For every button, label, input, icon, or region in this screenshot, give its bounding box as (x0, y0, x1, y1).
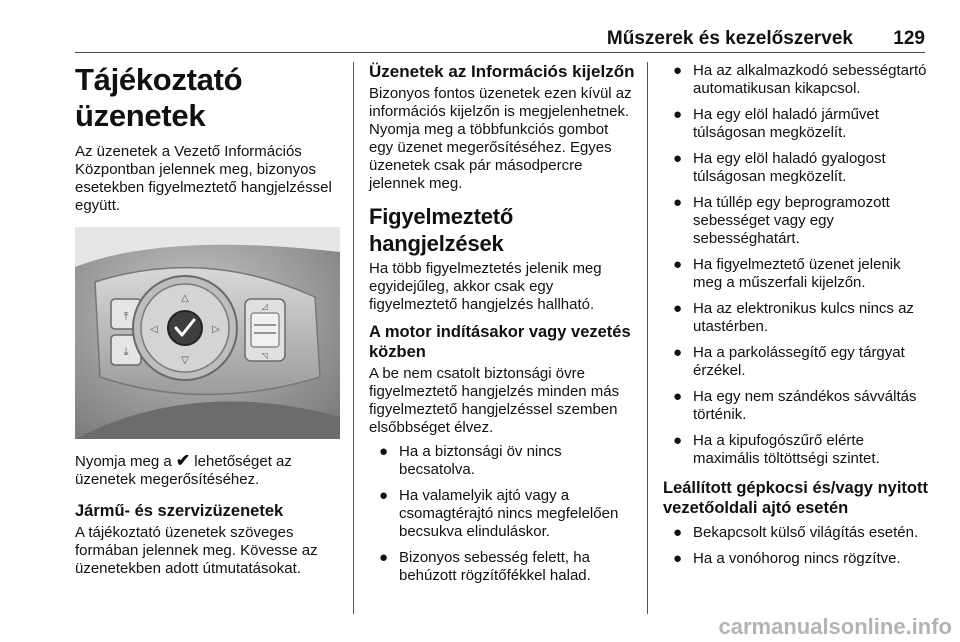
bullet-icon: ● (673, 150, 683, 167)
caption-text-start: Nyomja meg a (75, 453, 172, 470)
list-item-text: Ha egy elöl haladó gyalogost túlságosan megközelít. (693, 150, 886, 185)
list-item (663, 344, 928, 380)
column-2 (369, 62, 635, 593)
bullet-list (663, 524, 928, 568)
list-item-text: Ha a biztonsági öv nincs becsatolva. (399, 443, 562, 478)
column-3 (663, 62, 928, 576)
bullet-icon: ● (673, 106, 683, 123)
bullet-icon: ● (379, 549, 389, 566)
svg-text:⤓: ⤓ (123, 345, 129, 358)
list-item (663, 256, 928, 292)
svg-text:◿: ◿ (261, 302, 269, 311)
checkmark-icon: ✔ (175, 451, 191, 470)
bullet-icon: ● (673, 194, 683, 211)
list-item (663, 550, 928, 568)
subsection-heading: A motor indításakor vagy vezetés közben (369, 323, 631, 361)
bullet-icon: ● (673, 550, 683, 567)
bullet-icon: ● (673, 256, 683, 273)
list-item-text: Bekapcsolt külső világítás esetén. (693, 524, 919, 541)
steering-wheel-figure (75, 227, 340, 439)
subsection-heading: Jármű- és szervizüzenetek (75, 502, 284, 520)
section-heading: Tájékoztató üzenetek (75, 62, 243, 133)
column-divider (647, 62, 648, 614)
subsection-paragraph: A tájékoztató üzenetek szöveges formában jelennek meg. Kövesse az üzenetekben adott útmutatásokat. (75, 524, 318, 577)
list-item-text: Ha egy elöl haladó járművet túlságosan megközelít. (693, 106, 879, 141)
list-item-text: Ha az elektronikus kulcs nincs az utastérben. (693, 300, 914, 335)
bullet-icon: ● (673, 432, 683, 449)
list-item (663, 62, 928, 98)
list-item-text: Ha egy nem szándékos sávváltás történik. (693, 388, 917, 423)
list-item (663, 150, 928, 186)
svg-text:◁: ◁ (150, 324, 158, 335)
svg-text:◹: ◹ (261, 351, 269, 360)
paragraph: A be nem csatolt biztonsági övre figyelmeztető hangjelzés minden más figyelmeztető hangjelzéssel szemben elsőbbséget élvez. (369, 365, 620, 436)
svg-text:▽: ▽ (181, 355, 189, 366)
list-item (369, 487, 635, 541)
paragraph: Bizonyos fontos üzenetek ezen kívül az információs kijelzőn is megjelenhetnek. Nyomja meg a többfunkciós gombot egy üzenet megerősítéséhez. Egyes üzenetek csak pár másodpercre jelennek meg. (369, 85, 632, 192)
intro-paragraph: Az üzenetek a Vezető Információs Központban jelennek meg, bizonyos esetekben figyelmeztető hangjelzéssel együtt. (75, 143, 332, 214)
list-item-text: Bizonyos sebesség felett, ha behúzott rögzítőfékkel halad. (399, 549, 591, 584)
list-item (369, 549, 635, 585)
svg-text:⤒: ⤒ (123, 310, 129, 323)
paragraph: Ha több figyelmeztetés jelenik meg egyidejűleg, akkor csak egy figyelmeztető hangjelzés hallható. (369, 260, 602, 313)
bullet-list (369, 443, 635, 585)
list-item-text: Ha figyelmeztető üzenet jelenik meg a műszerfali kijelzőn. (693, 256, 901, 291)
bullet-icon: ● (673, 300, 683, 317)
bullet-icon: ● (673, 388, 683, 405)
watermark: carmanualsonline.info (718, 614, 952, 639)
subsection-heading: Üzenetek az Információs kijelzőn (369, 62, 635, 81)
bullet-list (663, 62, 928, 468)
steering-wheel-controls-illustration (75, 227, 340, 439)
column-1 (75, 62, 340, 584)
list-item (663, 388, 928, 424)
list-item (663, 194, 928, 248)
figure-caption (75, 453, 340, 489)
column-divider (353, 62, 354, 614)
bullet-icon: ● (673, 524, 683, 541)
list-item-text: Ha a kipufogószűrő elérte maximális töltöttségi szintet. (693, 432, 880, 467)
bullet-icon: ● (673, 344, 683, 361)
list-item-text: Ha valamelyik ajtó vagy a csomagtérajtó nincs megfelelően becsukva elinduláskor. (399, 487, 619, 540)
page-header (75, 22, 925, 53)
bullet-icon: ● (379, 487, 389, 504)
list-item-text: Ha a vonóhorog nincs rögzítve. (693, 550, 901, 567)
list-item (663, 300, 928, 336)
list-item (369, 443, 635, 479)
list-item-text: Ha a parkolássegítő egy tárgyat érzékel. (693, 344, 905, 379)
header-title: Műszerek és kezelőszervek (606, 28, 853, 49)
list-item-text: Ha túllép egy beprogramozott sebességet vagy egy sebességhatárt. (693, 194, 890, 247)
svg-text:△: △ (181, 293, 189, 304)
page-number: 129 (893, 28, 925, 49)
svg-text:▷: ▷ (212, 324, 220, 335)
list-item (663, 106, 928, 142)
section-heading: Figyelmeztető hangjelzések (369, 204, 514, 256)
subsection-heading: Leállított gépkocsi és/vagy nyitott vezetőoldali ajtó esetén (663, 479, 928, 517)
list-item (663, 524, 928, 542)
bullet-icon: ● (379, 443, 389, 460)
list-item (663, 432, 928, 468)
caption-text-end: lehetőséget az üzenetek megerősítéséhez. (75, 453, 292, 488)
list-item-text: Ha az alkalmazkodó sebességtartó automatikusan kikapcsol. (693, 62, 927, 97)
bullet-icon: ● (673, 62, 683, 79)
